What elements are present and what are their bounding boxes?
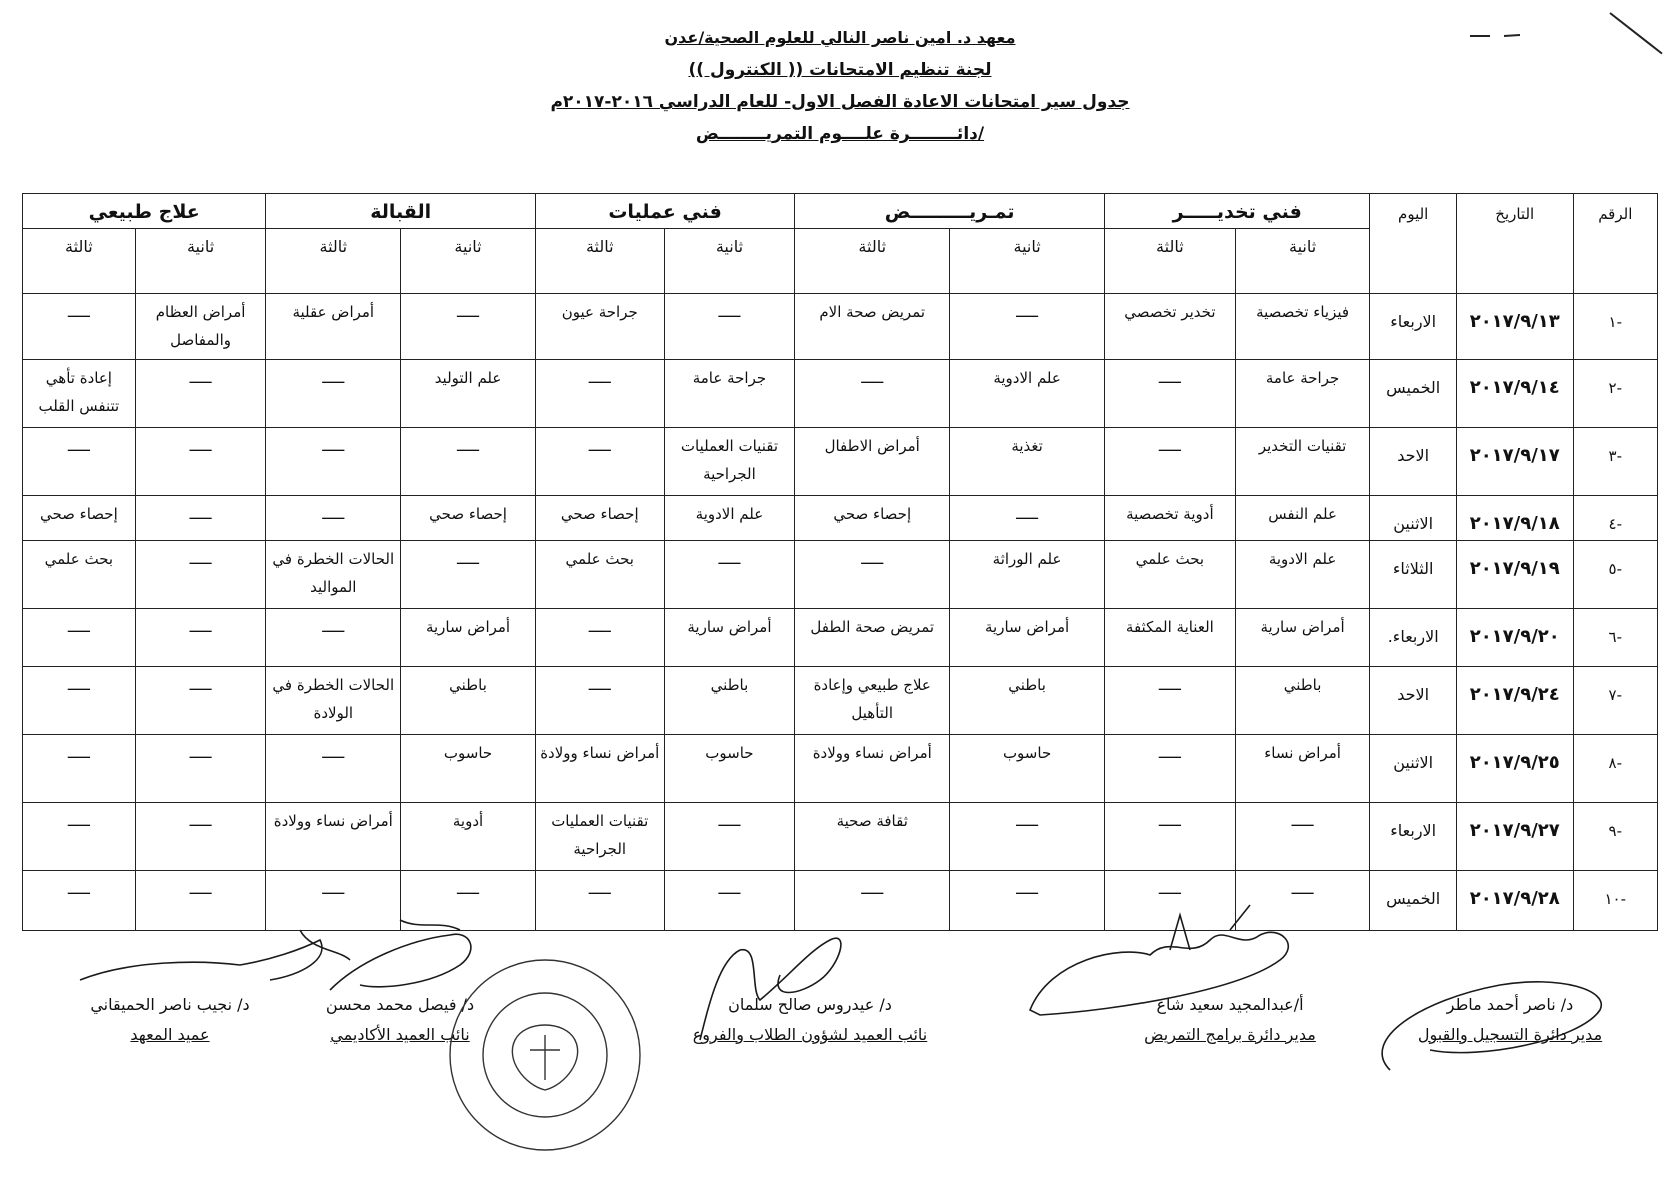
subject-cell-nursing-second: ـــــ bbox=[950, 496, 1105, 540]
subject-cell-operations-second: علم الادوية bbox=[664, 496, 795, 540]
subject-cell-operations-second: ـــــ bbox=[664, 871, 795, 931]
subject-cell-anesthesia-third: ـــــ bbox=[1105, 666, 1236, 734]
group-header-row bbox=[23, 194, 1658, 229]
signature-dean bbox=[60, 990, 280, 1050]
table-row bbox=[23, 734, 1658, 802]
subject-cell-anesthesia-third: ـــــ bbox=[1105, 802, 1236, 870]
subject-cell-operations-second: ـــــ bbox=[664, 802, 795, 870]
group-nursing: تمـريـــــــــض bbox=[795, 194, 1105, 229]
sub-second: ثانية bbox=[950, 229, 1105, 294]
row-date: ٢٠١٧/٩/٢٠ bbox=[1456, 608, 1573, 666]
row-number: -٩ bbox=[1573, 802, 1657, 870]
signatory-title: نائب العميد لشؤون الطلاب والفروع bbox=[692, 1025, 928, 1044]
subject-cell-physio-second: ـــــ bbox=[135, 734, 266, 802]
signatory-name: د/ فيصل محمد محسن bbox=[325, 995, 475, 1014]
signatory-title: عميد المعهد bbox=[130, 1025, 210, 1044]
subject-cell-midwifery-third: ـــــ bbox=[266, 871, 401, 931]
subject-cell-physio-second: ـــــ bbox=[135, 496, 266, 540]
subject-cell-physio-third: إحصاء صحي bbox=[23, 496, 136, 540]
row-day: الخميس bbox=[1370, 871, 1456, 931]
sub-third: ثالثة bbox=[1105, 229, 1236, 294]
subject-cell-physio-third: ـــــ bbox=[23, 666, 136, 734]
subject-cell-physio-second: ـــــ bbox=[135, 871, 266, 931]
subject-cell-physio-second: ـــــ bbox=[135, 540, 266, 608]
subject-cell-physio-second: ـــــ bbox=[135, 608, 266, 666]
subject-cell-midwifery-second: أدوية bbox=[401, 802, 536, 870]
subject-cell-operations-second: حاسوب bbox=[664, 734, 795, 802]
signatory-name: أ/عبدالمجيد سعيد شاع bbox=[1156, 995, 1304, 1014]
signature-nursing-programs bbox=[1120, 990, 1340, 1050]
sub-third: ثالثة bbox=[23, 229, 136, 294]
row-day: الاثنين bbox=[1370, 496, 1456, 540]
subject-cell-anesthesia-second: باطني bbox=[1235, 666, 1370, 734]
subject-cell-operations-third: ـــــ bbox=[535, 608, 664, 666]
row-day: الاربعاء bbox=[1370, 294, 1456, 360]
subject-cell-midwifery-second: إحصاء صحي bbox=[401, 496, 536, 540]
subject-cell-nursing-second: حاسوب bbox=[950, 734, 1105, 802]
row-date: ٢٠١٧/٩/٢٧ bbox=[1456, 802, 1573, 870]
row-number: -١ bbox=[1573, 294, 1657, 360]
subject-cell-operations-second: ـــــ bbox=[664, 294, 795, 360]
subject-cell-physio-second: ـــــ bbox=[135, 802, 266, 870]
sub-second: ثانية bbox=[1235, 229, 1370, 294]
subject-cell-anesthesia-second: تقنيات التخدير bbox=[1235, 428, 1370, 496]
subject-cell-midwifery-second: ـــــ bbox=[401, 871, 536, 931]
subject-cell-nursing-third: تمريض صحة الام bbox=[795, 294, 950, 360]
subject-cell-operations-third: ـــــ bbox=[535, 871, 664, 931]
subject-cell-nursing-third: ـــــ bbox=[795, 360, 950, 428]
subject-cell-nursing-third: علاج طبيعي وإعادة التأهيل bbox=[795, 666, 950, 734]
row-number: -١٠ bbox=[1573, 871, 1657, 931]
subject-cell-operations-third: تقنيات العمليات الجراحية bbox=[535, 802, 664, 870]
signatory-title: مدير دائرة برامج التمريض bbox=[1144, 1025, 1316, 1044]
signatory-name: د/ نجيب ناصر الحميقاني bbox=[90, 995, 250, 1014]
group-midwifery: القبالة bbox=[266, 194, 535, 229]
subject-cell-nursing-second: علم الوراثة bbox=[950, 540, 1105, 608]
institute-name: معهد د. امين ناصر النالي للعلوم الصحية/عدن bbox=[664, 28, 1016, 47]
subject-cell-physio-third: ـــــ bbox=[23, 608, 136, 666]
subject-cell-midwifery-third: أمراض نساء وولادة bbox=[266, 802, 401, 870]
pen-dash-mark bbox=[1470, 34, 1540, 38]
subject-cell-nursing-second: تغذية bbox=[950, 428, 1105, 496]
committee-name: لجنة تنظيم الامتحانات (( الكنترول )) bbox=[688, 60, 992, 80]
subject-cell-midwifery-third: ـــــ bbox=[266, 428, 401, 496]
row-number: -٨ bbox=[1573, 734, 1657, 802]
subject-cell-physio-third: ـــــ bbox=[23, 734, 136, 802]
subject-cell-midwifery-second: حاسوب bbox=[401, 734, 536, 802]
subject-cell-operations-second: باطني bbox=[664, 666, 795, 734]
row-number: -٤ bbox=[1573, 496, 1657, 540]
signatory-name: د/ عيدروس صالح سلمان bbox=[728, 995, 892, 1014]
schedule-body bbox=[23, 294, 1658, 931]
subject-cell-physio-second: أمراض العظام والمفاصل bbox=[135, 294, 266, 360]
subject-cell-midwifery-second: ـــــ bbox=[401, 294, 536, 360]
subject-cell-anesthesia-second: أمراض سارية bbox=[1235, 608, 1370, 666]
subject-cell-midwifery-third: ـــــ bbox=[266, 608, 401, 666]
row-date: ٢٠١٧/٩/٢٤ bbox=[1456, 666, 1573, 734]
subject-cell-anesthesia-third: العناية المكثفة bbox=[1105, 608, 1236, 666]
subject-cell-physio-third: ـــــ bbox=[23, 294, 136, 360]
department-name: /دائــــــــرة علــــوم التمريــــــــض bbox=[695, 124, 985, 144]
signature-block bbox=[0, 990, 1680, 1060]
subject-cell-nursing-third: ثقافة صحية bbox=[795, 802, 950, 870]
subject-cell-physio-third: ـــــ bbox=[23, 871, 136, 931]
sub-third: ثالثة bbox=[535, 229, 664, 294]
subject-cell-anesthesia-second: جراحة عامة bbox=[1235, 360, 1370, 428]
subject-cell-operations-third: ـــــ bbox=[535, 666, 664, 734]
subject-cell-nursing-third: إحصاء صحي bbox=[795, 496, 950, 540]
row-day: الخميس bbox=[1370, 360, 1456, 428]
schedule-title: جدول سير امتحانات الاعادة الفصل الاول- للعام الدراسي ٢٠١٦-٢٠١٧م bbox=[550, 92, 1130, 112]
subject-cell-anesthesia-second: أمراض نساء bbox=[1235, 734, 1370, 802]
header-number: الرقم bbox=[1573, 194, 1657, 294]
subject-cell-anesthesia-third: بحث علمي bbox=[1105, 540, 1236, 608]
subject-cell-anesthesia-third: تخدير تخصصي bbox=[1105, 294, 1236, 360]
subject-cell-anesthesia-second: ـــــ bbox=[1235, 871, 1370, 931]
header-day: اليوم bbox=[1370, 194, 1456, 294]
subject-cell-midwifery-second: باطني bbox=[401, 666, 536, 734]
subject-cell-anesthesia-second: فيزياء تخصصية bbox=[1235, 294, 1370, 360]
sub-third: ثالثة bbox=[795, 229, 950, 294]
subject-cell-anesthesia-second: ـــــ bbox=[1235, 802, 1370, 870]
signatory-title: نائب العميد الأكاديمي bbox=[330, 1025, 470, 1044]
table-row bbox=[23, 360, 1658, 428]
signature-student-affairs bbox=[670, 990, 950, 1050]
row-number: -٥ bbox=[1573, 540, 1657, 608]
sub-third: ثالثة bbox=[266, 229, 401, 294]
subject-cell-midwifery-third: الحالات الخطرة في المواليد bbox=[266, 540, 401, 608]
row-date: ٢٠١٧/٩/١٨ bbox=[1456, 496, 1573, 540]
row-number: -٦ bbox=[1573, 608, 1657, 666]
subject-cell-physio-third: إعادة تأهي تتنفس القلب bbox=[23, 360, 136, 428]
table-row bbox=[23, 428, 1658, 496]
table-row bbox=[23, 608, 1658, 666]
row-number: -٢ bbox=[1573, 360, 1657, 428]
subject-cell-operations-third: إحصاء صحي bbox=[535, 496, 664, 540]
signatory-title: مدير دائرة التسجيل والقبول bbox=[1417, 1025, 1603, 1044]
subject-cell-midwifery-third: أمراض عقلية bbox=[266, 294, 401, 360]
subject-cell-nursing-third: ـــــ bbox=[795, 540, 950, 608]
signature-registration bbox=[1380, 990, 1640, 1050]
table-row bbox=[23, 496, 1658, 540]
subject-cell-midwifery-second: ـــــ bbox=[401, 540, 536, 608]
subject-cell-nursing-second: ـــــ bbox=[950, 802, 1105, 870]
row-date: ٢٠١٧/٩/٢٥ bbox=[1456, 734, 1573, 802]
subject-cell-operations-third: بحث علمي bbox=[535, 540, 664, 608]
subject-cell-nursing-second: باطني bbox=[950, 666, 1105, 734]
row-date: ٢٠١٧/٩/١٩ bbox=[1456, 540, 1573, 608]
subject-cell-anesthesia-third: ـــــ bbox=[1105, 360, 1236, 428]
subject-cell-physio-third: ـــــ bbox=[23, 428, 136, 496]
row-day: الاحد bbox=[1370, 428, 1456, 496]
row-day: الاحد bbox=[1370, 666, 1456, 734]
row-date: ٢٠١٧/٩/٢٨ bbox=[1456, 871, 1573, 931]
exam-schedule-table bbox=[22, 193, 1658, 931]
subject-cell-midwifery-second: علم التوليد bbox=[401, 360, 536, 428]
row-date: ٢٠١٧/٩/١٤ bbox=[1456, 360, 1573, 428]
group-anesthesia: فني تخديـــــر bbox=[1105, 194, 1370, 229]
table-row bbox=[23, 540, 1658, 608]
subject-cell-anesthesia-third: أدوية تخصصية bbox=[1105, 496, 1236, 540]
subject-cell-operations-second: جراحة عامة bbox=[664, 360, 795, 428]
subject-cell-nursing-third: أمراض الاطفال bbox=[795, 428, 950, 496]
group-physiotherapy: علاج طبيعي bbox=[23, 194, 266, 229]
subject-cell-nursing-second: أمراض سارية bbox=[950, 608, 1105, 666]
subject-cell-anesthesia-third: ـــــ bbox=[1105, 428, 1236, 496]
row-date: ٢٠١٧/٩/١٣ bbox=[1456, 294, 1573, 360]
subject-cell-nursing-third: ـــــ bbox=[795, 871, 950, 931]
subject-cell-operations-third: أمراض نساء وولادة bbox=[535, 734, 664, 802]
subject-cell-midwifery-second: ـــــ bbox=[401, 428, 536, 496]
subject-cell-midwifery-second: أمراض سارية bbox=[401, 608, 536, 666]
row-number: -٣ bbox=[1573, 428, 1657, 496]
row-day: الثلاثاء bbox=[1370, 540, 1456, 608]
subject-cell-nursing-second: ـــــ bbox=[950, 871, 1105, 931]
subject-cell-anesthesia-second: علم الادوية bbox=[1235, 540, 1370, 608]
subject-cell-anesthesia-third: ـــــ bbox=[1105, 734, 1236, 802]
table-row bbox=[23, 871, 1658, 931]
subject-cell-operations-second: تقنيات العمليات الجراحية bbox=[664, 428, 795, 496]
subject-cell-operations-third: ـــــ bbox=[535, 360, 664, 428]
subject-cell-midwifery-third: ـــــ bbox=[266, 496, 401, 540]
signatory-name: د/ ناصر أحمد ماطر bbox=[1446, 995, 1574, 1014]
subject-cell-operations-second: ـــــ bbox=[664, 540, 795, 608]
subject-cell-anesthesia-second: علم النفس bbox=[1235, 496, 1370, 540]
subject-cell-operations-third: جراحة عيون bbox=[535, 294, 664, 360]
subject-cell-anesthesia-third: ـــــ bbox=[1105, 871, 1236, 931]
signature-scribble-dean bbox=[80, 930, 350, 980]
row-date: ٢٠١٧/٩/١٧ bbox=[1456, 428, 1573, 496]
row-number: -٧ bbox=[1573, 666, 1657, 734]
row-day: الاربعاء bbox=[1370, 802, 1456, 870]
subject-cell-nursing-third: أمراض نساء وولادة bbox=[795, 734, 950, 802]
row-day: الاثنين bbox=[1370, 734, 1456, 802]
table-row bbox=[23, 294, 1658, 360]
sub-second: ثانية bbox=[135, 229, 266, 294]
subject-cell-midwifery-third: ـــــ bbox=[266, 360, 401, 428]
subject-cell-operations-second: أمراض سارية bbox=[664, 608, 795, 666]
table-row bbox=[23, 802, 1658, 870]
sub-second: ثانية bbox=[664, 229, 795, 294]
subject-cell-nursing-second: علم الادوية bbox=[950, 360, 1105, 428]
subject-cell-midwifery-third: الحالات الخطرة في الولادة bbox=[266, 666, 401, 734]
row-day: الاربعاء. bbox=[1370, 608, 1456, 666]
subject-cell-operations-third: ـــــ bbox=[535, 428, 664, 496]
subject-cell-physio-second: ـــــ bbox=[135, 360, 266, 428]
subject-cell-physio-second: ـــــ bbox=[135, 428, 266, 496]
subject-cell-physio-second: ـــــ bbox=[135, 666, 266, 734]
table-row bbox=[23, 666, 1658, 734]
subject-cell-physio-third: ـــــ bbox=[23, 802, 136, 870]
header-date: التاريخ bbox=[1456, 194, 1573, 294]
sub-second: ثانية bbox=[401, 229, 536, 294]
group-operations: فني عمليات bbox=[535, 194, 794, 229]
subject-cell-physio-third: بحث علمي bbox=[23, 540, 136, 608]
signature-academic-deputy bbox=[300, 990, 500, 1050]
subject-cell-midwifery-third: ـــــ bbox=[266, 734, 401, 802]
subject-cell-nursing-third: تمريض صحة الطفل bbox=[795, 608, 950, 666]
subject-cell-nursing-second: ـــــ bbox=[950, 294, 1105, 360]
document-header bbox=[0, 22, 1680, 150]
